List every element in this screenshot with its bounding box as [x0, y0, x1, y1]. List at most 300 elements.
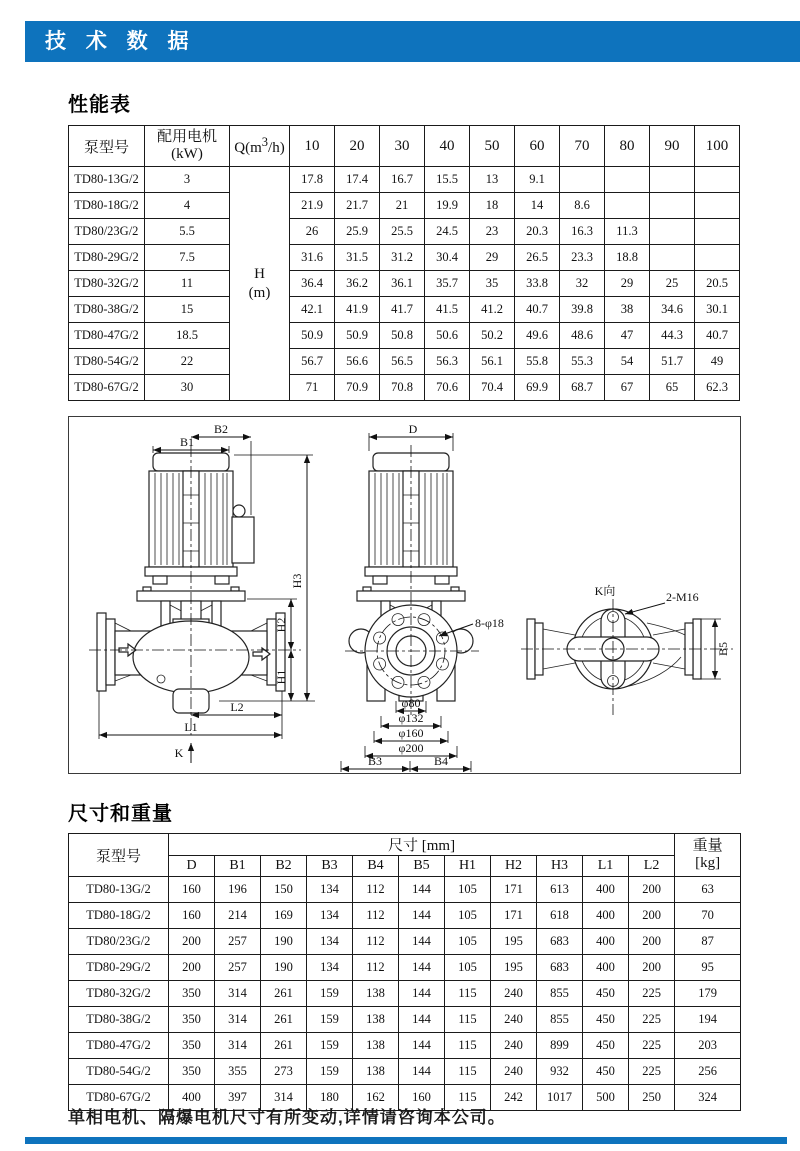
dim-label-h3: H3: [290, 573, 304, 589]
head-value-cell: 25.9: [335, 219, 380, 245]
dimension-value-cell: 144: [399, 1033, 445, 1059]
bottom-accent-rule: [25, 1137, 787, 1144]
dimension-value-cell: 115: [445, 1059, 491, 1085]
head-value-cell: 49: [695, 349, 740, 375]
dimensions-row: [69, 955, 741, 981]
head-value-cell: 49.6: [515, 323, 560, 349]
dim-label-l1: L1: [184, 720, 198, 734]
head-value-cell: [560, 167, 605, 193]
performance-table: [68, 125, 740, 401]
head-value-cell: 35: [470, 271, 515, 297]
col-header-D: D: [169, 856, 215, 877]
dimension-value-cell: 134: [307, 955, 353, 981]
dimension-value-cell: 261: [261, 981, 307, 1007]
pump-k-view: [521, 584, 733, 715]
pump-model-cell: TD80-38G/2: [69, 297, 145, 323]
dimension-value-cell: 261: [261, 1007, 307, 1033]
head-value-cell: 33.8: [515, 271, 560, 297]
pump-model-cell: TD80/23G/2: [69, 929, 169, 955]
head-value-cell: 26: [290, 219, 335, 245]
weight-value-cell: 324: [675, 1085, 741, 1111]
dimensions-weight-table: [68, 833, 741, 1111]
dimension-value-cell: 112: [353, 877, 399, 903]
dimension-value-cell: 144: [399, 1059, 445, 1085]
dim-label-phi200: φ200: [398, 741, 424, 755]
dimensions-row: [69, 1007, 741, 1033]
col-header-B2: B2: [261, 856, 307, 877]
col-header-B4: B4: [353, 856, 399, 877]
dimension-value-cell: 144: [399, 877, 445, 903]
dimension-value-cell: 159: [307, 981, 353, 1007]
pump-model-cell: TD80-32G/2: [69, 271, 145, 297]
motor-power-cell: 7.5: [145, 245, 230, 271]
dim-label-b2: B2: [213, 422, 229, 436]
dimensions-row: [69, 981, 741, 1007]
pump-drawing-svg: [69, 417, 739, 772]
dimension-value-cell: 138: [353, 1059, 399, 1085]
dim-label-h2: H2: [274, 617, 288, 633]
dim-label-h1: H1: [274, 669, 288, 685]
col-header-q40: 40: [425, 126, 470, 167]
head-value-cell: 48.6: [560, 323, 605, 349]
head-value-cell: 18.8: [605, 245, 650, 271]
dimension-value-cell: 855: [537, 981, 583, 1007]
view-label-k: K向: [594, 584, 616, 598]
dimension-value-cell: 160: [169, 877, 215, 903]
motor-power-cell: 11: [145, 271, 230, 297]
head-value-cell: 31.6: [290, 245, 335, 271]
dimension-value-cell: 899: [537, 1033, 583, 1059]
performance-header-row: [69, 126, 740, 167]
dimension-value-cell: 240: [491, 1033, 537, 1059]
head-value-cell: 34.6: [650, 297, 695, 323]
dim-label-phi160: φ160: [398, 726, 424, 740]
dimension-value-cell: 169: [261, 903, 307, 929]
col-header-q20: 20: [335, 126, 380, 167]
performance-row: [69, 193, 740, 219]
dimension-value-cell: 225: [629, 1033, 675, 1059]
pump-model-cell: TD80-13G/2: [69, 167, 145, 193]
head-value-cell: 70.6: [425, 375, 470, 401]
dimension-value-cell: 242: [491, 1085, 537, 1111]
dimension-value-cell: 160: [169, 903, 215, 929]
performance-row: [69, 219, 740, 245]
dimension-value-cell: 115: [445, 1007, 491, 1033]
pump-model-cell: TD80-29G/2: [69, 955, 169, 981]
col-header-q10: 10: [290, 126, 335, 167]
performance-row: [69, 375, 740, 401]
dimension-value-cell: 105: [445, 903, 491, 929]
head-value-cell: 50.9: [335, 323, 380, 349]
head-value-cell: 68.7: [560, 375, 605, 401]
dimension-value-cell: 400: [583, 877, 629, 903]
dimension-value-cell: 683: [537, 929, 583, 955]
weight-value-cell: 95: [675, 955, 741, 981]
dimension-value-cell: 355: [215, 1059, 261, 1085]
dim-label-b1: B1: [179, 435, 195, 449]
motor-power-cell: 5.5: [145, 219, 230, 245]
head-value-cell: 36.4: [290, 271, 335, 297]
performance-row: [69, 271, 740, 297]
dimension-value-cell: 159: [307, 1007, 353, 1033]
dimension-value-cell: 112: [353, 955, 399, 981]
motor-power-cell: 3: [145, 167, 230, 193]
head-value-cell: 38: [605, 297, 650, 323]
head-value-cell: 21.7: [335, 193, 380, 219]
head-value-cell: [695, 219, 740, 245]
head-value-cell: [695, 245, 740, 271]
dimension-value-cell: 144: [399, 903, 445, 929]
dim-label-k: K: [174, 746, 184, 760]
dimension-value-cell: 500: [583, 1085, 629, 1111]
head-value-cell: 62.3: [695, 375, 740, 401]
head-value-cell: 41.7: [380, 297, 425, 323]
motor-power-cell: 22: [145, 349, 230, 375]
dimension-value-cell: 855: [537, 1007, 583, 1033]
dimension-value-cell: 200: [169, 929, 215, 955]
head-value-cell: 8.6: [560, 193, 605, 219]
dim-label-d: D: [408, 422, 418, 436]
motor-power-cell: 4: [145, 193, 230, 219]
performance-row: [69, 245, 740, 271]
head-value-cell: 55.3: [560, 349, 605, 375]
dimension-value-cell: 450: [583, 981, 629, 1007]
dimension-value-cell: 144: [399, 929, 445, 955]
col-header-H3: H3: [537, 856, 583, 877]
head-value-cell: 65: [650, 375, 695, 401]
dimension-value-cell: 200: [629, 929, 675, 955]
head-value-cell: 14: [515, 193, 560, 219]
col-header-flow: $Q(m^3/h)$: [230, 126, 290, 167]
head-value-cell: 70.8: [380, 375, 425, 401]
head-unit-cell: H (m): [230, 167, 290, 401]
dimensions-header-row-1: [69, 834, 741, 856]
pump-model-cell: TD80-29G/2: [69, 245, 145, 271]
head-value-cell: 16.7: [380, 167, 425, 193]
col-header-q30: 30: [380, 126, 425, 167]
dimension-value-cell: 450: [583, 1033, 629, 1059]
pump-model-cell: TD80-47G/2: [69, 323, 145, 349]
dimension-value-cell: 273: [261, 1059, 307, 1085]
performance-row: [69, 349, 740, 375]
dimension-value-cell: 450: [583, 1007, 629, 1033]
dimension-value-cell: 105: [445, 929, 491, 955]
dimension-value-cell: 683: [537, 955, 583, 981]
head-value-cell: 18: [470, 193, 515, 219]
head-value-cell: 31.2: [380, 245, 425, 271]
dimension-value-cell: 159: [307, 1059, 353, 1085]
head-value-cell: 21: [380, 193, 425, 219]
dimension-value-cell: 160: [399, 1085, 445, 1111]
dim-label-phi80: φ80: [401, 696, 421, 710]
dimension-value-cell: 138: [353, 981, 399, 1007]
dimension-value-cell: 225: [629, 1059, 675, 1085]
pump-model-cell: TD80-32G/2: [69, 981, 169, 1007]
dimension-value-cell: 196: [215, 877, 261, 903]
head-value-cell: 44.3: [650, 323, 695, 349]
head-value-cell: 20.3: [515, 219, 560, 245]
pump-model-cell: TD80-18G/2: [69, 903, 169, 929]
pump-model-cell: TD80-18G/2: [69, 193, 145, 219]
dimension-value-cell: 144: [399, 981, 445, 1007]
col-header-q90: 90: [650, 126, 695, 167]
head-value-cell: 56.1: [470, 349, 515, 375]
bolt-callout: 8-φ18: [475, 616, 504, 630]
col-header-pump-model: 泵型号: [69, 126, 145, 167]
dimension-value-cell: 138: [353, 1007, 399, 1033]
head-value-cell: [605, 167, 650, 193]
head-value-cell: 36.2: [335, 271, 380, 297]
dimensions-row: [69, 903, 741, 929]
head-value-cell: 17.4: [335, 167, 380, 193]
performance-table-title: 性能表: [68, 94, 131, 116]
head-value-cell: 40.7: [695, 323, 740, 349]
dimensions-row: [69, 877, 741, 903]
dimension-value-cell: 350: [169, 1033, 215, 1059]
head-value-cell: [650, 245, 695, 271]
dimension-value-cell: 200: [629, 877, 675, 903]
head-value-cell: 23: [470, 219, 515, 245]
dimension-value-cell: 150: [261, 877, 307, 903]
dimension-value-cell: 144: [399, 955, 445, 981]
weight-value-cell: 256: [675, 1059, 741, 1085]
pump-front-view: [89, 422, 315, 763]
dimension-value-cell: 240: [491, 1007, 537, 1033]
col-header-B1: B1: [215, 856, 261, 877]
head-value-cell: 69.9: [515, 375, 560, 401]
dimension-value-cell: 225: [629, 981, 675, 1007]
dim-label-b5: B5: [716, 641, 730, 657]
head-value-cell: [605, 193, 650, 219]
motor-power-cell: 18.5: [145, 323, 230, 349]
head-value-cell: 71: [290, 375, 335, 401]
head-value-cell: 23.3: [560, 245, 605, 271]
col-header-L2: L2: [629, 856, 675, 877]
head-value-cell: 56.6: [335, 349, 380, 375]
dim-label-l2: L2: [230, 700, 244, 714]
dimension-value-cell: 240: [491, 1059, 537, 1085]
dimension-value-cell: 400: [583, 955, 629, 981]
head-value-cell: 47: [605, 323, 650, 349]
weight-value-cell: 203: [675, 1033, 741, 1059]
dimension-value-cell: 200: [629, 955, 675, 981]
pump-model-cell: TD80-54G/2: [69, 349, 145, 375]
col-header-H1: H1: [445, 856, 491, 877]
head-value-cell: 16.3: [560, 219, 605, 245]
weight-value-cell: 194: [675, 1007, 741, 1033]
weight-value-cell: 87: [675, 929, 741, 955]
head-value-cell: 56.3: [425, 349, 470, 375]
head-value-cell: [650, 219, 695, 245]
head-value-cell: 31.5: [335, 245, 380, 271]
dimension-value-cell: 138: [353, 1033, 399, 1059]
dimension-value-cell: 162: [353, 1085, 399, 1111]
performance-row: [69, 297, 740, 323]
pump-model-cell: TD80-13G/2: [69, 877, 169, 903]
head-value-cell: 56.7: [290, 349, 335, 375]
dimension-value-cell: 350: [169, 981, 215, 1007]
col-header-q70: 70: [560, 126, 605, 167]
dimension-value-cell: 261: [261, 1033, 307, 1059]
dimension-value-cell: 112: [353, 929, 399, 955]
head-value-cell: 50.9: [290, 323, 335, 349]
dimension-value-cell: 171: [491, 903, 537, 929]
performance-row: [69, 167, 740, 193]
dimension-value-cell: 314: [215, 1033, 261, 1059]
dimension-value-cell: 180: [307, 1085, 353, 1111]
dimension-value-cell: 171: [491, 877, 537, 903]
col-header-B5: B5: [399, 856, 445, 877]
dimension-value-cell: 314: [215, 1007, 261, 1033]
dimension-value-cell: 134: [307, 929, 353, 955]
col-header-H2: H2: [491, 856, 537, 877]
dimension-value-cell: 134: [307, 877, 353, 903]
dimension-value-cell: 350: [169, 1059, 215, 1085]
head-value-cell: 21.9: [290, 193, 335, 219]
col-header-motor-power: 配用电机 (kW): [145, 126, 230, 167]
dimension-value-cell: 613: [537, 877, 583, 903]
head-value-cell: 50.6: [425, 323, 470, 349]
head-value-cell: 67: [605, 375, 650, 401]
head-value-cell: 56.5: [380, 349, 425, 375]
performance-row: [69, 323, 740, 349]
pump-side-view: [341, 422, 504, 772]
head-value-cell: 42.1: [290, 297, 335, 323]
head-value-cell: 29: [605, 271, 650, 297]
dimension-value-cell: 1017: [537, 1085, 583, 1111]
dimension-value-cell: 350: [169, 1007, 215, 1033]
dimensions-header-row-2: [69, 856, 741, 877]
dimension-value-cell: 134: [307, 903, 353, 929]
head-value-cell: 20.5: [695, 271, 740, 297]
dimension-value-cell: 190: [261, 929, 307, 955]
dimension-value-cell: 257: [215, 929, 261, 955]
dimension-value-cell: 144: [399, 1007, 445, 1033]
dimensions-row: [69, 1059, 741, 1085]
dimension-value-cell: 400: [583, 929, 629, 955]
dimension-value-cell: 190: [261, 955, 307, 981]
head-value-cell: [695, 193, 740, 219]
dimension-value-cell: 105: [445, 877, 491, 903]
head-value-cell: 25: [650, 271, 695, 297]
head-value-cell: [650, 193, 695, 219]
dimensions-row: [69, 929, 741, 955]
head-value-cell: 41.9: [335, 297, 380, 323]
weight-value-cell: 63: [675, 877, 741, 903]
dim-label-phi132: φ132: [398, 711, 424, 725]
dimension-value-cell: 240: [491, 981, 537, 1007]
head-value-cell: 25.5: [380, 219, 425, 245]
dim-label-b3: B3: [367, 754, 383, 768]
col-header-q80: 80: [605, 126, 650, 167]
pump-model-cell: TD80-67G/2: [69, 375, 145, 401]
head-value-cell: 36.1: [380, 271, 425, 297]
dim-label-b4: B4: [433, 754, 449, 768]
pump-dimension-drawing: [68, 416, 741, 774]
head-value-cell: 50.8: [380, 323, 425, 349]
head-value-cell: 35.7: [425, 271, 470, 297]
head-value-cell: [695, 167, 740, 193]
head-value-cell: 54: [605, 349, 650, 375]
suction-flange: [97, 613, 106, 691]
dimension-value-cell: 115: [445, 1033, 491, 1059]
col-header-q100: 100: [695, 126, 740, 167]
head-value-cell: 17.8: [290, 167, 335, 193]
pump-model-cell: TD80-54G/2: [69, 1059, 169, 1085]
head-value-cell: 19.9: [425, 193, 470, 219]
dimension-value-cell: 618: [537, 903, 583, 929]
col-header-q60: 60: [515, 126, 560, 167]
dimension-value-cell: 112: [353, 903, 399, 929]
dimension-value-cell: 450: [583, 1059, 629, 1085]
col-header-B3: B3: [307, 856, 353, 877]
head-value-cell: 55.8: [515, 349, 560, 375]
col-header-pump-model: 泵型号: [69, 834, 169, 877]
col-header-L1: L1: [583, 856, 629, 877]
col-header-q50: 50: [470, 126, 515, 167]
dimension-value-cell: 115: [445, 981, 491, 1007]
head-value-cell: 30.4: [425, 245, 470, 271]
dimension-value-cell: 400: [583, 903, 629, 929]
head-value-cell: 50.2: [470, 323, 515, 349]
dimension-value-cell: 200: [629, 903, 675, 929]
m16-callout: 2-M16: [666, 590, 699, 604]
head-value-cell: 24.5: [425, 219, 470, 245]
head-value-cell: 15.5: [425, 167, 470, 193]
lifting-eye: [233, 505, 245, 517]
dimension-value-cell: 397: [215, 1085, 261, 1111]
head-value-cell: 13: [470, 167, 515, 193]
weight-value-cell: 179: [675, 981, 741, 1007]
head-value-cell: 26.5: [515, 245, 560, 271]
head-value-cell: 51.7: [650, 349, 695, 375]
pump-model-cell: TD80-67G/2: [69, 1085, 169, 1111]
head-value-cell: 29: [470, 245, 515, 271]
pump-model-cell: TD80/23G/2: [69, 219, 145, 245]
head-value-cell: 70.9: [335, 375, 380, 401]
head-value-cell: 41.2: [470, 297, 515, 323]
motor-power-cell: 30: [145, 375, 230, 401]
dimension-value-cell: 932: [537, 1059, 583, 1085]
head-value-cell: [650, 167, 695, 193]
dimension-value-cell: 115: [445, 1085, 491, 1111]
motor-power-cell: 15: [145, 297, 230, 323]
dimension-value-cell: 250: [629, 1085, 675, 1111]
dimension-value-cell: 214: [215, 903, 261, 929]
section-header-title: 技 术 数 据: [45, 30, 196, 53]
dimensions-row: [69, 1033, 741, 1059]
dimension-value-cell: 195: [491, 955, 537, 981]
footnote: 单相电机、隔爆电机尺寸有所变动,详情请咨询本公司。: [68, 1108, 506, 1127]
dimension-value-cell: 400: [169, 1085, 215, 1111]
pump-model-cell: TD80-38G/2: [69, 1007, 169, 1033]
head-value-cell: 30.1: [695, 297, 740, 323]
pump-model-cell: TD80-47G/2: [69, 1033, 169, 1059]
section-header-bar: [25, 21, 800, 62]
dimension-value-cell: 225: [629, 1007, 675, 1033]
head-value-cell: 32: [560, 271, 605, 297]
head-value-cell: 39.8: [560, 297, 605, 323]
dimension-value-cell: 195: [491, 929, 537, 955]
head-value-cell: 40.7: [515, 297, 560, 323]
dimension-value-cell: 257: [215, 955, 261, 981]
weight-value-cell: 70: [675, 903, 741, 929]
head-value-cell: 9.1: [515, 167, 560, 193]
dimension-value-cell: 200: [169, 955, 215, 981]
dimensions-table-title: 尺寸和重量: [68, 803, 173, 825]
dimension-value-cell: 314: [261, 1085, 307, 1111]
head-value-cell: 70.4: [470, 375, 515, 401]
